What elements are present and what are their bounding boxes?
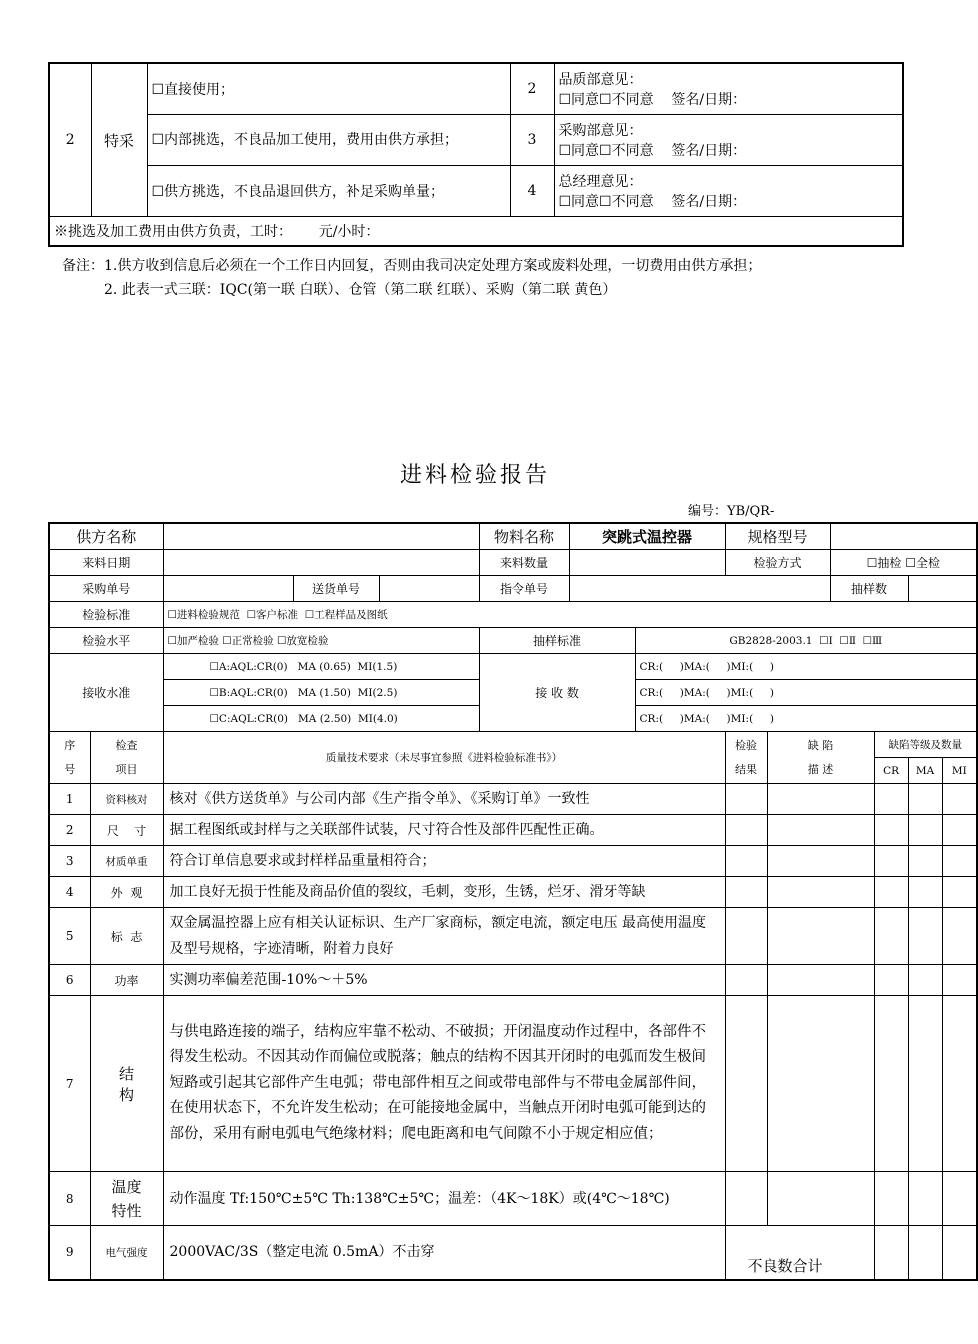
sampling-label: 抽样标准 [479,628,635,654]
defect-cell[interactable] [767,877,874,908]
table-row [49,846,977,877]
ma-total-cell[interactable] [908,1226,942,1280]
grade-header: 缺陷等级及数量 [874,732,977,758]
approval-no-3: 3 [510,115,554,166]
item-no: 9 [49,1226,90,1280]
item-header-1: 检查 [115,738,138,752]
date-label: 来料日期 [49,550,163,576]
approval-dept: 采购部意见： [558,123,643,139]
sampling-value[interactable]: GB2828-2003.1 ☐Ⅰ ☐Ⅱ ☐Ⅲ [635,628,977,654]
cr-cell[interactable] [874,877,908,908]
ma-cell[interactable] [908,846,942,877]
item-no: 7 [49,996,90,1172]
ma-cell[interactable] [908,1172,942,1226]
mi-cell[interactable] [942,1172,977,1226]
approval-dept: 总经理意见： [558,174,643,190]
level-options[interactable]: ☐加严检验 ☐正常检验 ☐放宽检验 [163,628,479,654]
remark-line-2: 2. 此表一式三联：IQC(第一联 白联）、仓管（第二联 红联）、采购（第二联 黄色） [104,282,617,298]
result-cell[interactable] [725,815,767,846]
item-requirement: 核对《供方送货单》与公司内部《生产指令单》、《采购订单》一致性 [163,784,725,815]
table-row [49,908,977,965]
seq-header-2: 号 [64,762,76,776]
cr-cell[interactable] [874,908,908,965]
item-no: 2 [49,815,90,846]
cr-cell[interactable] [874,784,908,815]
result-header-2: 结果 [735,762,758,776]
defect-cell[interactable] [767,996,874,1172]
cr-cell[interactable] [874,846,908,877]
result-cell[interactable] [725,965,767,996]
ma-header: MA [908,758,942,784]
mi-header: MI [942,758,977,784]
defect-cell[interactable] [767,815,874,846]
approval-purchase[interactable] [554,115,903,166]
aql-count-a[interactable]: CR:( )MA:( )MI:( ) [635,654,977,680]
report-code: 编号：YB/QR- [688,504,775,519]
approval-quality[interactable] [554,63,903,115]
po-field[interactable] [163,576,293,602]
item-name: 功率 [90,965,163,996]
standard-label: 检验标准 [49,602,163,628]
seq-header [49,732,90,784]
result-cell[interactable] [725,908,767,965]
cr-cell[interactable] [874,815,908,846]
instruction-label: 指令单号 [479,576,569,602]
ma-cell[interactable] [908,908,942,965]
delivery-field[interactable] [379,576,479,602]
item-no: 8 [49,1172,90,1226]
info-row-po [49,576,977,602]
table-row [49,877,977,908]
table-row [49,965,977,996]
report-title: 进料检验报告 [399,463,550,488]
ma-cell[interactable] [908,996,942,1172]
defect-cell[interactable] [767,1172,874,1226]
material-value[interactable]: 突跳式温控器 [569,523,725,550]
special-acceptance-table [48,62,904,247]
special-option-3[interactable]: ☐供方挑选，不良品退回供方，补足采购单量； [147,166,510,217]
ma-cell[interactable] [908,877,942,908]
cr-total-cell[interactable] [874,1226,908,1280]
mi-cell[interactable] [942,965,977,996]
defect-header [767,732,874,784]
approval-opinion: ☐同意☐不同意 签名/日期： [558,92,747,108]
ma-cell[interactable] [908,965,942,996]
method-label: 检验方式 [725,550,830,576]
item-requirement: 动作温度 Tf:150℃±5℃ Th:138℃±5℃；温差：（4K～18K）或(4℃～18℃) [163,1172,725,1226]
aql-count-b[interactable]: CR:( )MA:( )MI:( ) [635,680,977,706]
approval-no-4: 4 [510,166,554,217]
accept-level-label: 接收水准 [49,654,163,732]
item-name: 资料核对 [90,784,163,815]
special-label: 特采 [91,63,147,217]
mi-cell[interactable] [942,996,977,1172]
req-header: 质量技术要求（未尽事宜参照《进料检验标准书》） [163,732,725,784]
qty-label: 来料数量 [479,550,569,576]
aql-option-b[interactable]: ☐B:AQL:CR(0) MA (1.50) MI(2.5) [163,680,479,706]
result-header-1: 检验 [735,738,758,752]
item-no: 6 [49,965,90,996]
result-cell[interactable] [725,1172,767,1226]
item-requirement: 与供电路连接的端子，结构应牢靠不松动、不破损；开闭温度动作过程中，各部件不得发生松动。不因其动作而偏位或脱落；触点的结构不因其开闭时的电弧而发生极间短路或引起其它部件产生电弧；带电部件相互之间或带电部件与不带电金属部件间，在使用状态下，不允许发生松动；在可能接地金属中，当触点开闭时电弧可能到达的部份，采用有耐电弧电气绝缘材料；爬电距离和电气间隙不小于规定相应值； [163,996,725,1172]
defect-cell[interactable] [767,908,874,965]
supplier-field[interactable] [163,523,479,550]
approval-no-2: 2 [510,63,554,115]
defect-cell[interactable] [767,784,874,815]
special-row-1 [49,63,903,115]
approval-gm[interactable] [554,166,903,217]
inspection-report-table [48,522,978,1281]
table-row-last [49,1226,977,1280]
item-no: 3 [49,846,90,877]
date-field[interactable] [163,550,479,576]
defect-cell[interactable] [767,965,874,996]
item-name: 温度特性 [90,1172,163,1226]
ma-cell[interactable] [908,815,942,846]
aql-option-c[interactable]: ☐C:AQL:CR(0) MA (2.50) MI(4.0) [163,706,479,732]
material-label: 物料名称 [479,523,569,550]
cr-cell[interactable] [874,996,908,1172]
item-requirement: 实测功率偏差范围-10%～＋5% [163,965,725,996]
standard-options[interactable]: ☐进料检验规范 ☐客户标准 ☐工程样品及图纸 [163,602,977,628]
item-name: 材质单重 [90,846,163,877]
cr-cell[interactable] [874,1172,908,1226]
aql-count-c[interactable]: CR:( )MA:( )MI:( ) [635,706,977,732]
item-name: 尺 寸 [90,815,163,846]
result-cell[interactable] [725,877,767,908]
remarks [62,254,761,302]
mi-cell[interactable] [942,784,977,815]
mi-cell[interactable] [942,877,977,908]
mi-total-cell[interactable] [942,1226,977,1280]
special-option-2[interactable]: ☐内部挑选，不良品加工使用，费用由供方承担； [147,115,510,166]
supplier-label: 供方名称 [49,523,163,550]
item-name: 结构 [90,996,163,1172]
approval-opinion: ☐同意☐不同意 签名/日期： [558,194,747,210]
special-note-row [49,217,903,247]
item-no: 1 [49,784,90,815]
special-option-1[interactable]: ☐直接使用； [147,63,510,115]
table-row [49,1172,977,1226]
item-header-2: 项目 [115,762,138,776]
defect-cell[interactable] [767,846,874,877]
mi-cell[interactable] [942,908,977,965]
cr-cell[interactable] [874,965,908,996]
item-name: 电气强度 [90,1226,163,1280]
sample-qty-field[interactable] [908,576,977,602]
approval-opinion: ☐同意☐不同意 签名/日期： [558,143,747,159]
item-requirement: 双金属温控器上应有相关认证标识、生产厂家商标，额定电流，额定电压 最高使用温度及型号规格，字迹清晰，附着力良好 [163,908,725,965]
result-cell[interactable] [725,784,767,815]
instruction-field[interactable] [569,576,830,602]
item-no: 5 [49,908,90,965]
item-requirement: 符合订单信息要求或封样样品重量相符合； [163,846,725,877]
cr-header: CR [874,758,908,784]
table-row [49,784,977,815]
table-row [49,815,977,846]
delivery-label: 送货单号 [293,576,379,602]
info-row-standard [49,602,977,628]
accept-count-label: 接 收 数 [479,654,635,732]
items-header-row-1 [49,732,977,758]
info-row-supplier [49,523,977,550]
po-label: 采购单号 [49,576,163,602]
total-defects-label: 不良数合计 [725,1226,874,1280]
defect-header-2: 描 述 [807,762,834,776]
method-options[interactable]: ☐抽检 ☐全检 [830,550,977,576]
table-row [49,996,977,1172]
mi-cell[interactable] [942,846,977,877]
special-row-3 [49,166,903,217]
item-requirement: 2000VAC/3S（整定电流 0.5mA）不击穿 [163,1226,725,1280]
special-note: ※挑选及加工费用由供方负责，工时： 元/小时： [49,217,903,247]
info-row-date [49,550,977,576]
aql-option-a[interactable]: ☐A:AQL:CR(0) MA (0.65) MI(1.5) [163,654,479,680]
special-row-2 [49,115,903,166]
sample-qty-label: 抽样数 [830,576,908,602]
special-no: 2 [49,63,91,217]
mi-cell[interactable] [942,815,977,846]
info-row-level [49,628,977,654]
spec-field[interactable] [830,523,977,550]
result-cell[interactable] [725,996,767,1172]
aql-row-a [49,654,977,680]
item-header [90,732,163,784]
item-name: 外 观 [90,877,163,908]
level-label: 检验水平 [49,628,163,654]
seq-header-1: 序 [64,738,76,752]
remark-line-1: 备注：1.供方收到信息后必须在一个工作日内回复，否则由我司决定处理方案或废料处理，一切费用由供方承担； [62,258,762,274]
spec-label: 规格型号 [725,523,830,550]
defect-header-1: 缺 陷 [807,738,834,752]
item-requirement: 据工程图纸或封样与之关联部件试装，尺寸符合性及部件匹配性正确。 [163,815,725,846]
approval-dept: 品质部意见： [558,72,643,88]
item-requirement: 加工良好无损于性能及商品价值的裂纹，毛刺，变形，生锈，烂牙、滑牙等缺 [163,877,725,908]
ma-cell[interactable] [908,784,942,815]
item-name: 标 志 [90,908,163,965]
item-no: 4 [49,877,90,908]
result-cell[interactable] [725,846,767,877]
result-header [725,732,767,784]
qty-field[interactable] [569,550,725,576]
